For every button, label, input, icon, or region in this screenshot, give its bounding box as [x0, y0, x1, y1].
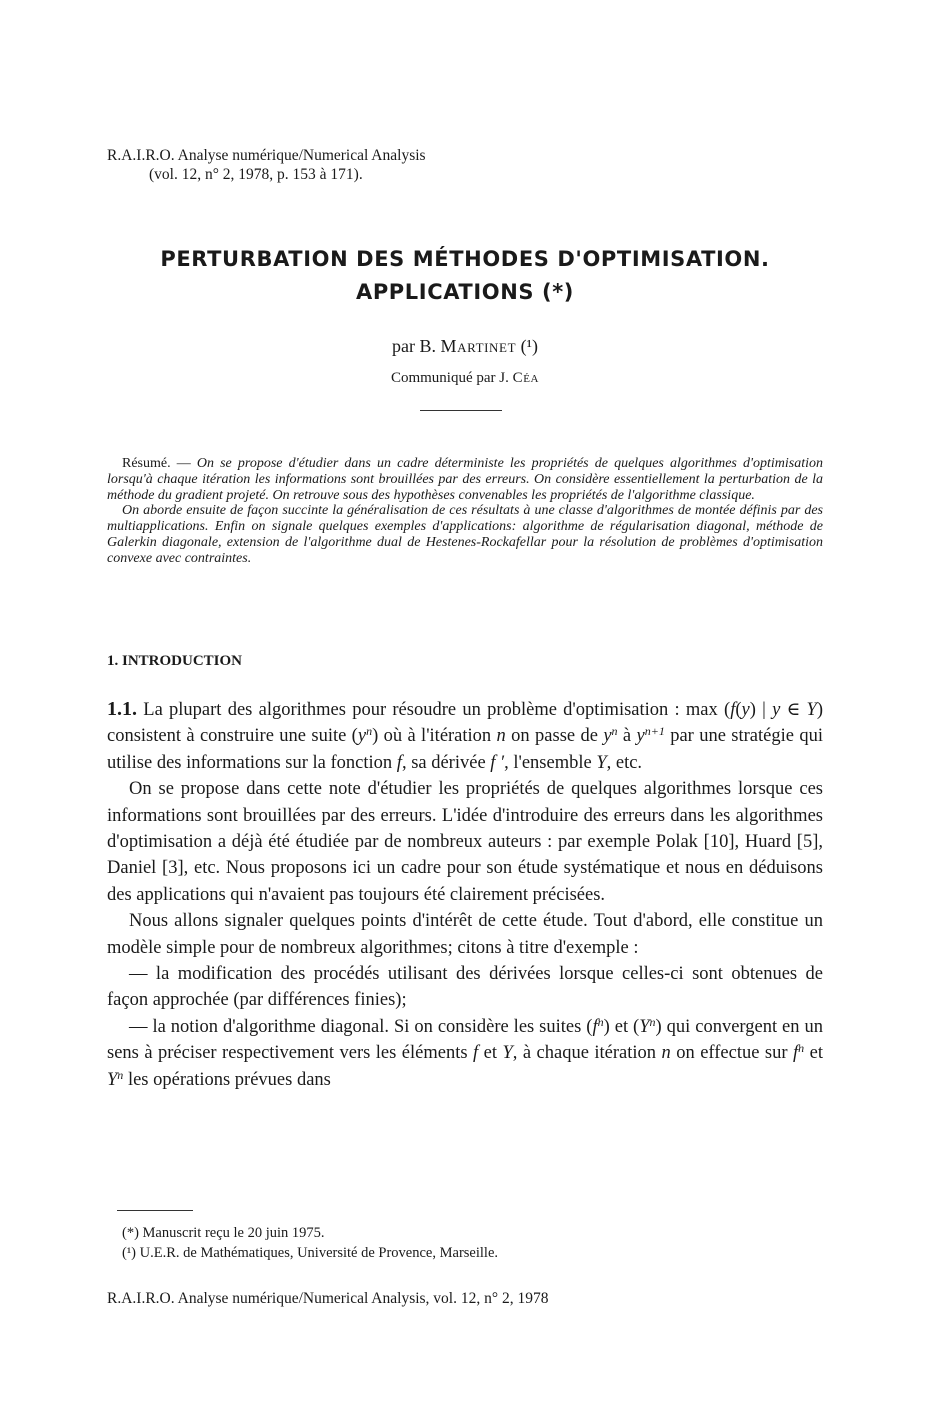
footnote-1: (*) Manuscrit reçu le 20 juin 1975. [122, 1225, 325, 1241]
paragraph-5: — la notion d'algorithme diagonal. Si on considère les suites $(f^n)$ et $(Y^n)$ qui convergent en un sens à préciser respectivement vers les éléments f et Y, à chaque itération n on effectue sur $f^n$ et $Y^n$ les opérations prévues dans [107, 1014, 823, 1090]
paragraph-number: 1.1. [107, 698, 137, 720]
journal-line-1: R.A.I.R.O. Analyse numérique/Numerical Analysis [107, 147, 426, 164]
paragraph-4: — la modification des procédés utilisant des dérivées lorsque celles-ci sont obtenues de façon approchée (par différences finies); [107, 964, 823, 1011]
journal-line-2: (vol. 12, n° 2, 1978, p. 153 à 171). [149, 166, 363, 183]
paragraph-3: Nous allons signaler quelques points d'intérêt de cette étude. Tout d'abord, elle constitue un modèle simple pour de nombreux algorithmes; citons à titre d'exemple : [107, 911, 823, 958]
abstract-label: Résumé. — [122, 456, 191, 471]
author-name: Martinet [440, 336, 517, 356]
abstract [107, 456, 823, 567]
page-footer: R.A.I.R.O. Analyse numérique/Numerical Analysis, vol. 12, n° 2, 1978 [107, 1290, 549, 1307]
footnote-divider [117, 1210, 193, 1211]
journal-header [107, 146, 426, 184]
author-prefix: par B. [391, 336, 436, 356]
author-line [0, 336, 930, 357]
footnote-2: (¹) U.E.R. de Mathématiques, Université de Provence, Marseille. [122, 1245, 499, 1261]
paragraph-1: 1.1. La plupart des algorithmes pour résoudre un problème d'optimisation : max (f(y) | y ∈ Y) consistent à construire une suite $(y^n)$ où à l'itération n on passe de $y^n$ à $y^{n+1}$ par une stratégie qui utilise des informations sur la fonction f, sa dérivée f ′, l'ensemble Y, etc. [107, 698, 823, 773]
paragraph-2: On se propose dans cette note d'étudier les propriétés de quelques algorithmes lorsque ces informations sont brouillées par des erreurs. L'idée d'introduire des erreurs dans les algorithmes d'optimisation a déjà été étudiée par de nombreux auteurs : par exemple Polak [10], Huard [5], Daniel [3], etc. Nous proposons ici un cadre pour son étude systématique et nous en déduisons des applications qui n'avaient pas toujours été clairement précisées. [107, 779, 823, 905]
communicated-line [0, 370, 930, 387]
abstract-paragraph-2: On aborde ensuite de façon succinte la généralisation de ces résultats à une classe d'algorithmes de montée définis par des multiapplications. Enfin on signale quelques exemples d'applications: algorithme de régularisation diagonal, méthode de Galerkin diagonale, extension de l'algorithme dual de Hestenes-Rockafellar pour la résolution de problèmes d'optimisation convexe avec contraintes. [107, 503, 823, 566]
title-divider [420, 410, 502, 411]
footnotes [122, 1223, 498, 1263]
communicated-name: Céa [512, 370, 540, 386]
title-line-1: PERTURBATION DES MÉTHODES D'OPTIMISATION. [160, 247, 770, 271]
body-text [107, 696, 823, 1093]
abstract-paragraph-1: On se propose d'étudier dans un cadre déterministe les propriétés de quelques algorithmes d'optimisation lorsqu'à chaque itération les informations sont brouillées par des erreurs. On considère essentiellement la perturbation de la méthode du gradient projeté. On retrouve sous des hypothèses convenables les propriétés de l'algorithme classique. [107, 456, 824, 503]
title-line-2: APPLICATIONS (*) [355, 280, 575, 304]
paper-title [0, 243, 930, 309]
section-heading: 1. INTRODUCTION [107, 653, 243, 669]
author-note-mark: (¹) [520, 336, 538, 356]
communicated-prefix: Communiqué par J. [390, 370, 509, 386]
